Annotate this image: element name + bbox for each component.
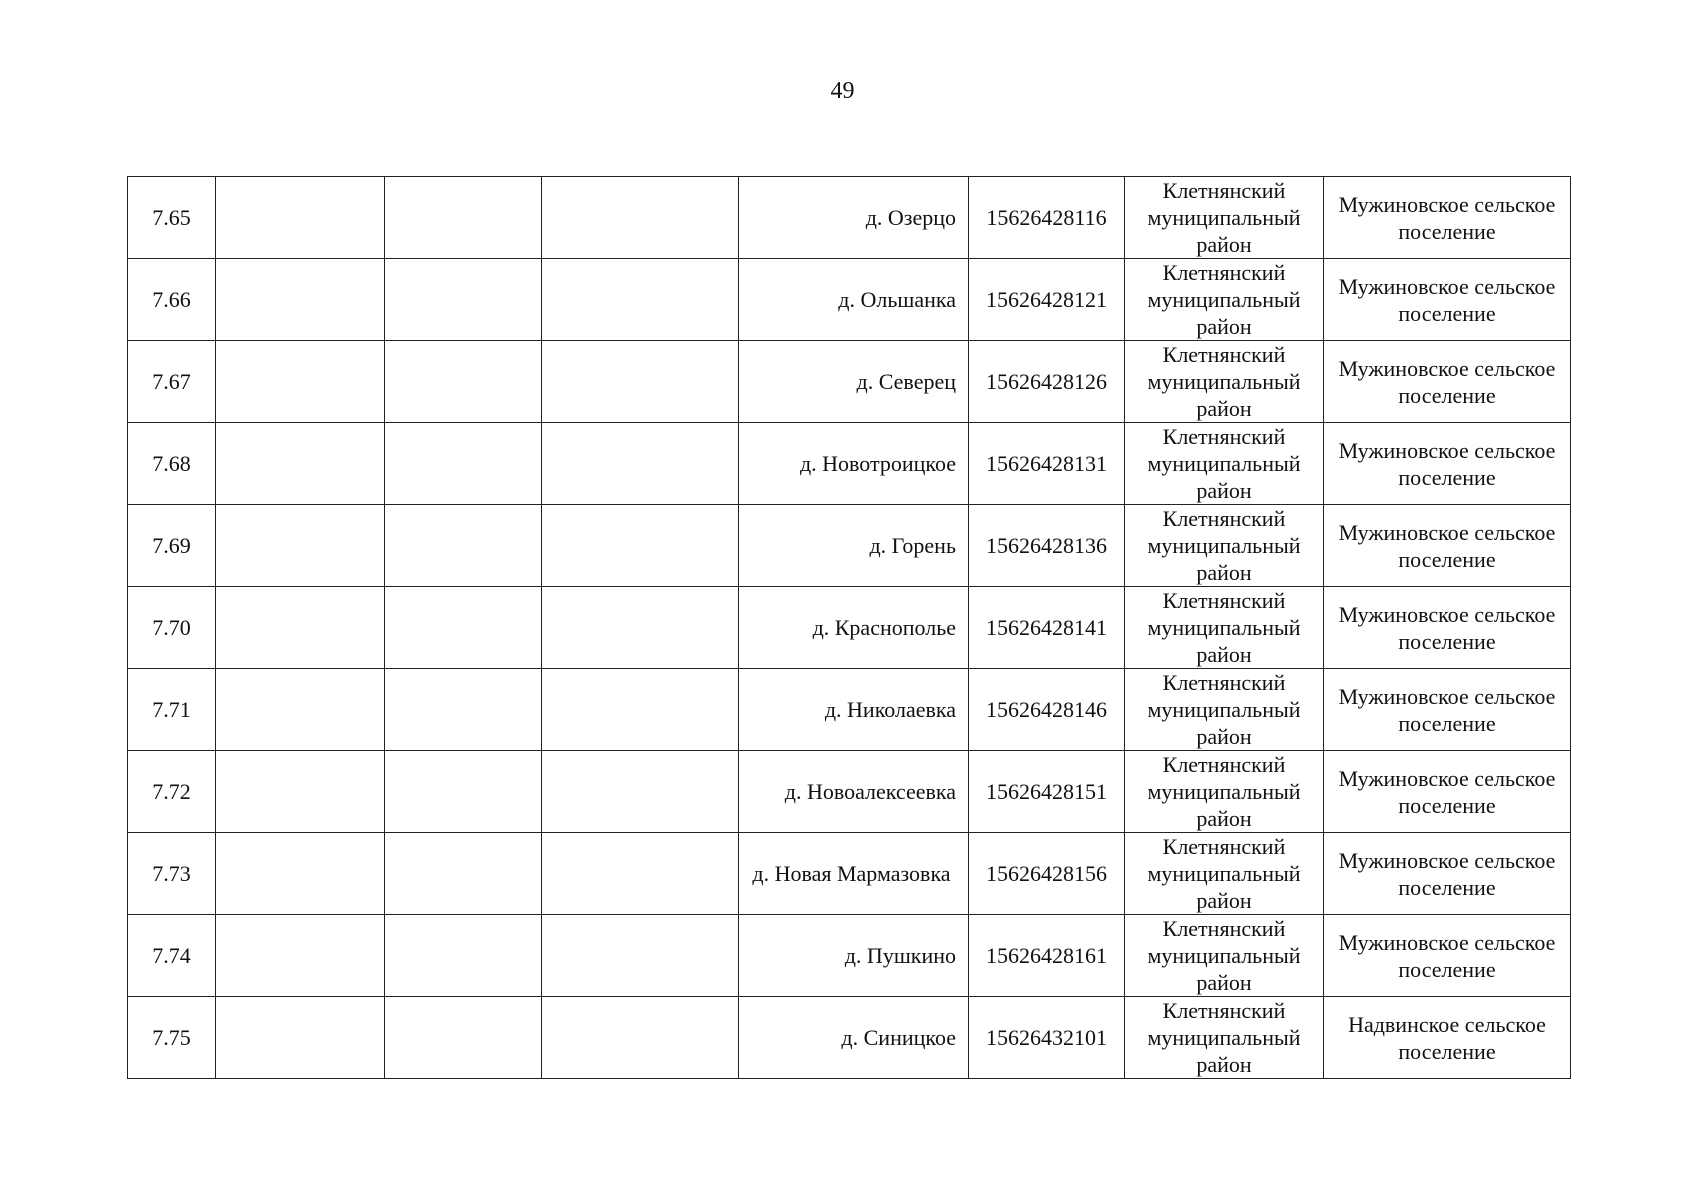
oktmo-code-cell: 15626428156 — [969, 833, 1125, 915]
empty-cell — [385, 587, 542, 669]
district-cell: Клетнянский муниципальный район — [1125, 669, 1324, 751]
row-number-cell: 7.70 — [128, 587, 216, 669]
table-row — [128, 669, 1571, 751]
district-cell: Клетнянский муниципальный район — [1125, 833, 1324, 915]
settlement-name-cell: д. Озерцо — [739, 177, 969, 259]
empty-cell — [385, 751, 542, 833]
row-number-cell: 7.65 — [128, 177, 216, 259]
empty-cell — [216, 177, 385, 259]
rural-settlement-cell: Мужиновское сельское поселение — [1324, 423, 1571, 505]
empty-cell — [216, 833, 385, 915]
district-cell: Клетнянский муниципальный район — [1125, 505, 1324, 587]
district-cell: Клетнянский муниципальный район — [1125, 177, 1324, 259]
table-row — [128, 423, 1571, 505]
empty-cell — [542, 915, 739, 997]
table-row — [128, 259, 1571, 341]
table-row — [128, 997, 1571, 1079]
table-row — [128, 833, 1571, 915]
oktmo-code-cell: 15626428141 — [969, 587, 1125, 669]
empty-cell — [385, 997, 542, 1079]
row-number-cell: 7.69 — [128, 505, 216, 587]
oktmo-code-cell: 15626428136 — [969, 505, 1125, 587]
row-number-cell: 7.71 — [128, 669, 216, 751]
empty-cell — [216, 587, 385, 669]
oktmo-code-cell: 15626428116 — [969, 177, 1125, 259]
empty-cell — [385, 341, 542, 423]
table-row — [128, 177, 1571, 259]
empty-cell — [216, 669, 385, 751]
empty-cell — [542, 423, 739, 505]
row-number-cell: 7.72 — [128, 751, 216, 833]
empty-cell — [216, 997, 385, 1079]
rural-settlement-cell: Мужиновское сельское поселение — [1324, 751, 1571, 833]
oktmo-code-cell: 15626428131 — [969, 423, 1125, 505]
empty-cell — [385, 669, 542, 751]
settlement-name-cell: д. Ольшанка — [739, 259, 969, 341]
empty-cell — [385, 833, 542, 915]
table-row — [128, 341, 1571, 423]
rural-settlement-cell: Мужиновское сельское поселение — [1324, 341, 1571, 423]
empty-cell — [216, 259, 385, 341]
empty-cell — [542, 341, 739, 423]
rural-settlement-cell: Надвинское сельское поселение — [1324, 997, 1571, 1079]
district-cell: Клетнянский муниципальный район — [1125, 259, 1324, 341]
oktmo-code-cell: 15626428161 — [969, 915, 1125, 997]
rural-settlement-cell: Мужиновское сельское поселение — [1324, 669, 1571, 751]
settlement-name-cell: д. Краснополье — [739, 587, 969, 669]
settlement-name-cell: д. Синицкое — [739, 997, 969, 1079]
settlement-name-cell: д. Новотроицкое — [739, 423, 969, 505]
district-cell: Клетнянский муниципальный район — [1125, 341, 1324, 423]
table-row — [128, 751, 1571, 833]
settlement-name-cell: д. Николаевка — [739, 669, 969, 751]
settlement-name-cell: д. Северец — [739, 341, 969, 423]
empty-cell — [385, 423, 542, 505]
empty-cell — [542, 505, 739, 587]
district-cell: Клетнянский муниципальный район — [1125, 997, 1324, 1079]
row-number-cell: 7.66 — [128, 259, 216, 341]
rural-settlement-cell: Мужиновское сельское поселение — [1324, 915, 1571, 997]
row-number-cell: 7.67 — [128, 341, 216, 423]
district-cell: Клетнянский муниципальный район — [1125, 587, 1324, 669]
oktmo-code-cell: 15626428121 — [969, 259, 1125, 341]
empty-cell — [385, 505, 542, 587]
row-number-cell: 7.68 — [128, 423, 216, 505]
empty-cell — [216, 341, 385, 423]
page-number: 49 — [830, 78, 855, 104]
rural-settlement-cell: Мужиновское сельское поселение — [1324, 833, 1571, 915]
empty-cell — [542, 997, 739, 1079]
empty-cell — [216, 423, 385, 505]
rural-settlement-cell: Мужиновское сельское поселение — [1324, 587, 1571, 669]
settlements-table — [127, 176, 1571, 1079]
table-row — [128, 587, 1571, 669]
settlement-name-cell: д. Новоалексеевка — [739, 751, 969, 833]
oktmo-code-cell: 15626428151 — [969, 751, 1125, 833]
empty-cell — [385, 915, 542, 997]
empty-cell — [542, 587, 739, 669]
table-row — [128, 505, 1571, 587]
empty-cell — [216, 751, 385, 833]
rural-settlement-cell: Мужиновское сельское поселение — [1324, 177, 1571, 259]
empty-cell — [542, 177, 739, 259]
empty-cell — [542, 751, 739, 833]
settlement-name-cell: д. Пушкино — [739, 915, 969, 997]
empty-cell — [216, 915, 385, 997]
row-number-cell: 7.73 — [128, 833, 216, 915]
empty-cell — [542, 669, 739, 751]
district-cell: Клетнянский муниципальный район — [1125, 915, 1324, 997]
empty-cell — [542, 259, 739, 341]
table-body — [128, 177, 1571, 1079]
row-number-cell: 7.75 — [128, 997, 216, 1079]
district-cell: Клетнянский муниципальный район — [1125, 751, 1324, 833]
district-cell: Клетнянский муниципальный район — [1125, 423, 1324, 505]
empty-cell — [216, 505, 385, 587]
settlement-name-cell: д. Новая Мармазовка — [739, 833, 969, 915]
oktmo-code-cell: 15626428146 — [969, 669, 1125, 751]
empty-cell — [385, 177, 542, 259]
table-row — [128, 915, 1571, 997]
row-number-cell: 7.74 — [128, 915, 216, 997]
oktmo-code-cell: 15626428126 — [969, 341, 1125, 423]
oktmo-code-cell: 15626432101 — [969, 997, 1125, 1079]
empty-cell — [385, 259, 542, 341]
settlement-name-cell: д. Горень — [739, 505, 969, 587]
empty-cell — [542, 833, 739, 915]
rural-settlement-cell: Мужиновское сельское поселение — [1324, 259, 1571, 341]
rural-settlement-cell: Мужиновское сельское поселение — [1324, 505, 1571, 587]
